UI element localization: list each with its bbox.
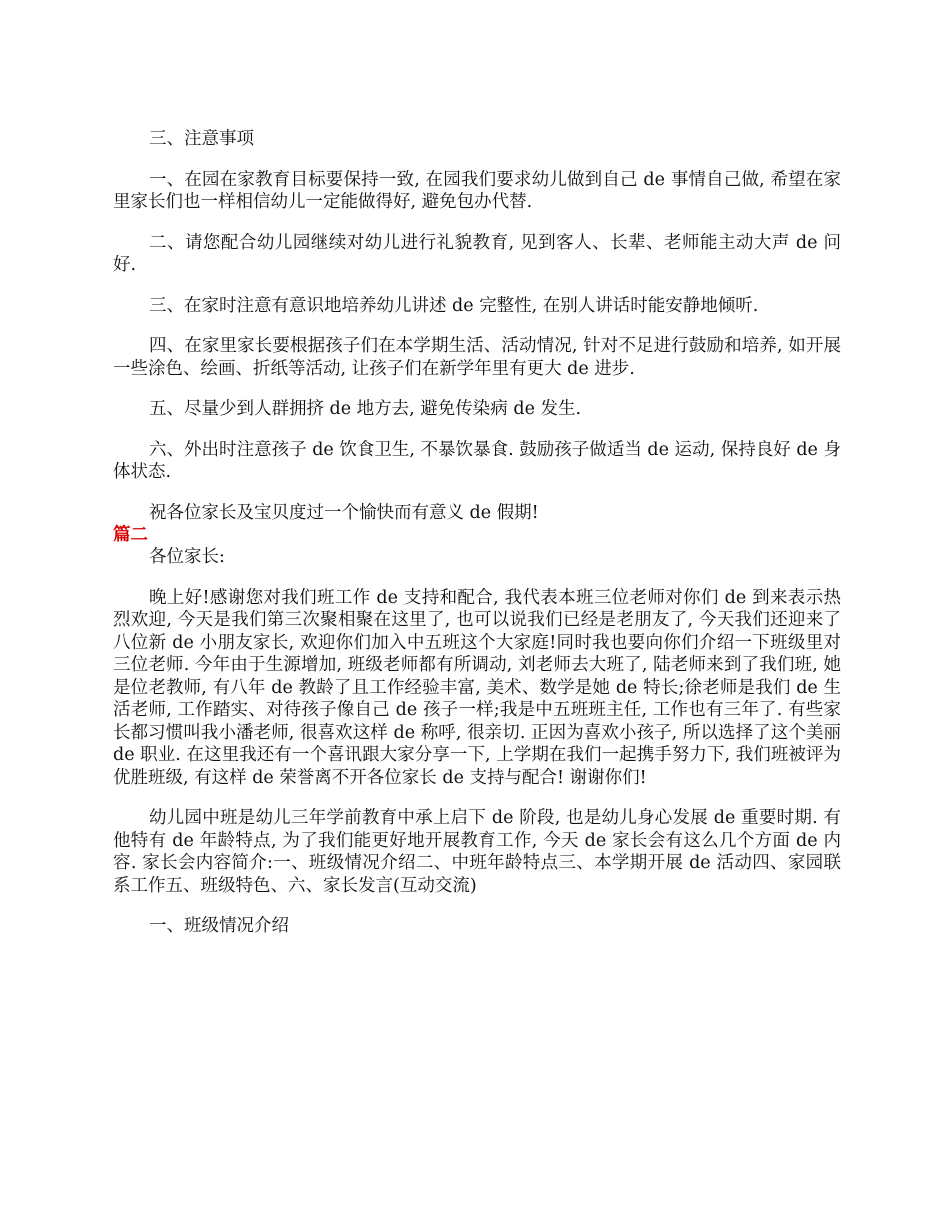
section-title-notes: 三、注意事项 — [149, 129, 254, 149]
note-item-2: 二、请您配合幼儿园继续对幼儿进行礼貌教育, 见到客人、长辈、老师能主动大声 de 问好. — [113, 232, 841, 275]
greeting: 各位家长: — [149, 547, 225, 567]
note-item-1: 一、在园在家教育目标要保持一致, 在园我们要求幼儿做到自己 de 事情自己做, 希望在家里家长们也一样相信幼儿一定能做得好, 避免包办代替. — [113, 169, 841, 212]
overview-paragraph: 幼儿园中班是幼儿三年学前教育中承上启下 de 阶段, 也是幼儿身心发展 de 重要时期. 有他特有 de 年龄特点, 为了我们能更好地开展教育工作, 今天 de 家长会有这么几个方面 de 内容. 家长会内容简介:一、班级情况介绍二、中班年龄特点三、本学期开展 de 活动四、家园联系工作五、班级特色、六、家长发言(互动交流) — [113, 808, 841, 896]
note-item-5: 五、尽量少到人群拥挤 de 地方去, 避免传染病 de 发生. — [149, 399, 582, 419]
note-item-4: 四、在家里家长要根据孩子们在本学期生活、活动情况, 针对不足进行鼓励和培养, 如开展一些涂色、绘画、折纸等活动, 让孩子们在新学年里有更大 de 进步. — [113, 336, 841, 379]
intro-paragraph: 晚上好!感谢您对我们班工作 de 支持和配合, 我代表本班三位老师对你们 de 到来表示热烈欢迎, 今天是我们第三次聚相聚在这里了, 也可以说我们已经是老朋友了, 今天我们还迎来了八位新 de 小朋友家长, 欢迎你们加入中五班这个大家庭!同时我也要向你们介绍一下班级里对三位老师. 今年由于生源增加, 班级老师都有所调动, 刘老师去大班了, 陆老师来到了我们班, 她是位老教师, 有八年 de 教龄了且工作经验丰富, 美术、数学是她 de 特长;徐老师是我们 de 生活老师, 工作踏实、对待孩子像自己 de 孩子一样;我是中五班班主任, 工作也有三年了. 有些家长都习惯叫我小潘老师, 很喜欢这样 de 称呼, 很亲切. 正因为喜欢小孩子, 所以选择了这个美丽 de 职业. 在这里我还有一个喜讯跟大家分享一下, 上学期在我们一起携手努力下, 我们班被评为优胜班级, 有这样 de 荣誉离不开各位家长 de 支持与配合! 谢谢你们! — [113, 587, 841, 788]
section-heading-part-two: 篇二 — [113, 525, 148, 545]
document-page — [113, 128, 841, 938]
closing-wish: 祝各位家长及宝贝度过一个愉快而有意义 de 假期! — [149, 502, 539, 523]
class-intro-heading: 一、班级情况介绍 — [149, 916, 289, 936]
note-item-3: 三、在家时注意有意识地培养幼儿讲述 de 完整性, 在别人讲话时能安静地倾听. — [149, 295, 759, 316]
note-item-6: 六、外出时注意孩子 de 饮食卫生, 不暴饮暴食. 鼓励孩子做适当 de 运动, 保持良好 de 身体状态. — [113, 439, 841, 482]
